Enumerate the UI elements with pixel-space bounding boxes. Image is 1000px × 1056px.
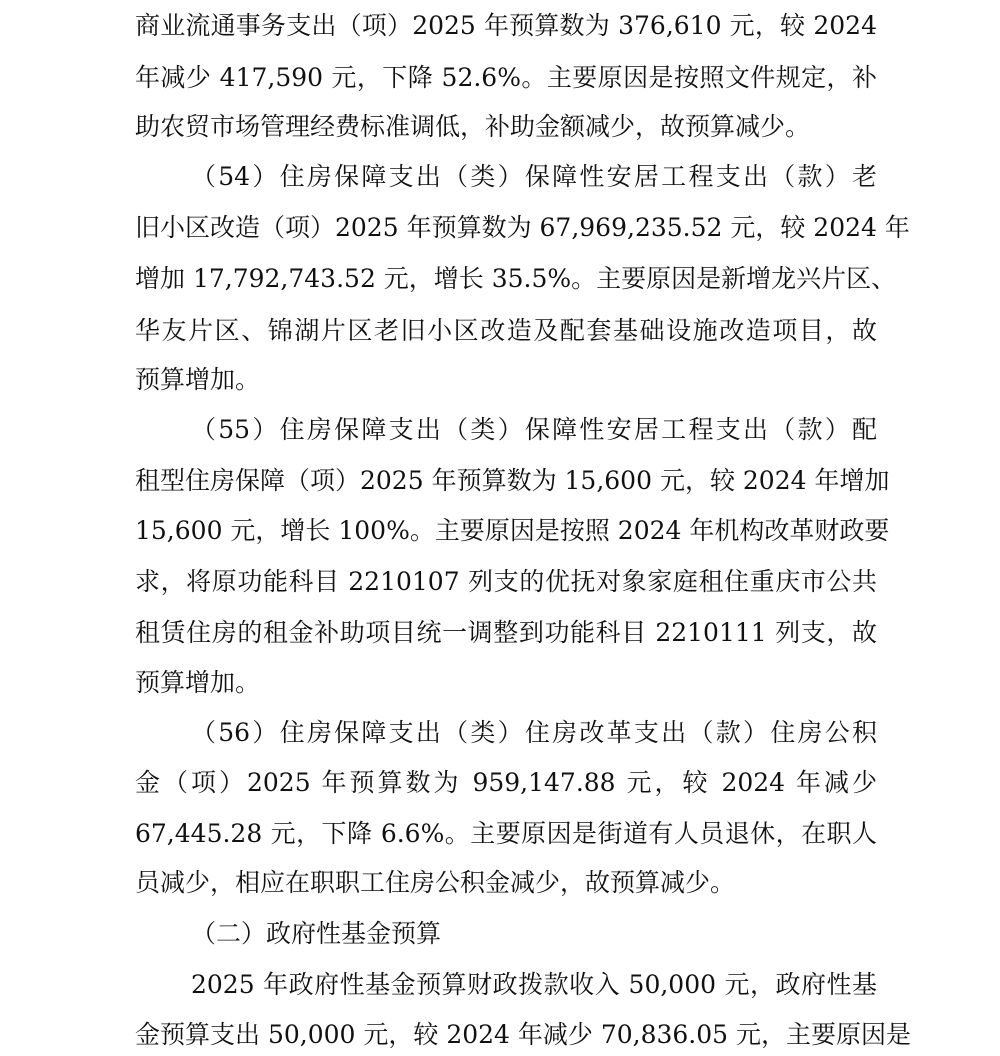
- text-line: 预算增加。: [135, 668, 261, 697]
- text-line: （54）住房保障支出（类）保障性安居工程支出（款）老: [191, 162, 877, 191]
- text-line: 求，将原功能科目 2210107 列支的优抚对象家庭租住重庆市公共: [135, 567, 877, 596]
- text-line: （56）住房保障支出（类）住房改革支出（款）住房公积: [191, 718, 877, 747]
- text-line: （55）住房保障支出（类）保障性安居工程支出（款）配: [191, 415, 877, 444]
- text-line: 旧小区改造（项）2025 年预算数为 67,969,235.52 元，较 2024 年: [135, 213, 910, 242]
- text-line: 年减少 417,590 元，下降 52.6%。主要原因是按照文件规定，补: [135, 63, 877, 92]
- text-line: 租赁住房的租金补助项目统一调整到功能科目 2210111 列支，故: [135, 618, 877, 647]
- text-line: 租型住房保障（项）2025 年预算数为 15,600 元，较 2024 年增加: [135, 466, 890, 495]
- text-line: 商业流通事务支出（项）2025 年预算数为 376,610 元，较 2024: [135, 11, 877, 40]
- text-line: 金（项）2025 年预算数为 959,147.88 元，较 2024 年减少: [135, 768, 877, 797]
- section-heading: （二）政府性基金预算: [191, 919, 442, 948]
- text-line: 金预算支出 50,000 元，较 2024 年减少 70,836.05 元，主要原因是: [135, 1020, 912, 1049]
- text-line: 助农贸市场管理经费标准调低，补助金额减少，故预算减少。: [135, 112, 811, 141]
- text-line: 员减少，相应在职职工住房公积金减少，故预算减少。: [135, 868, 736, 897]
- text-line: 华友片区、锦湖片区老旧小区改造及配套基础设施改造项目，故: [135, 316, 877, 345]
- text-line: 67,445.28 元，下降 6.6%。主要原因是街道有人员退休，在职人: [135, 819, 877, 848]
- text-line: 增加 17,792,743.52 元，增长 35.5%。主要原因是新增龙兴片区、: [135, 264, 897, 293]
- text-line: 15,600 元，增长 100%。主要原因是按照 2024 年机构改革财政要: [135, 516, 890, 545]
- text-line: 2025 年政府性基金预算财政拨款收入 50,000 元，政府性基: [191, 970, 877, 999]
- text-line: 预算增加。: [135, 365, 261, 394]
